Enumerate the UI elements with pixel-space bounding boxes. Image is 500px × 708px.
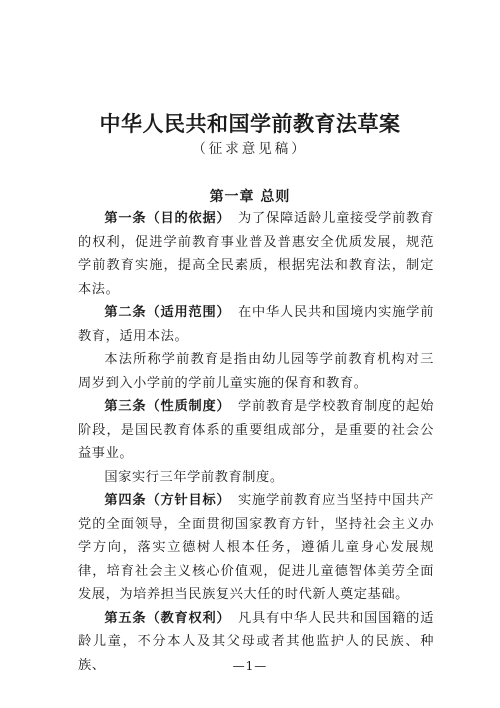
page-number: —1— [232, 659, 268, 673]
chapter-heading: 第一章 总则 [209, 189, 291, 205]
article-heading: 第四条（方针目标） [104, 493, 224, 508]
article-paragraph [78, 489, 434, 607]
document-subtitle: （征求意见稿） [192, 141, 308, 157]
article-heading: 第一条（目的依据） [104, 211, 224, 226]
article-text: 凡具有中华人民共和国国籍的适龄儿童，不分本人及其父母或者其他监护人的民族、种族、 [78, 610, 434, 673]
article-text: 本法所称学前教育是指由幼儿园等学前教育机构对三周岁到入小学前的学前儿童实施的保育和教育。 [78, 352, 434, 391]
article-paragraph [78, 301, 434, 348]
article-text: 为了保障适龄儿童接受学前教育的权利，促进学前教育事业普及普惠安全优质发展，规范学前教育实施，提高全民素质，根据宪法和教育法，制定本法。 [78, 211, 434, 297]
article-paragraph [78, 348, 434, 395]
article-heading: 第三条（性质制度） [104, 399, 224, 414]
document-body [78, 207, 434, 677]
article-text: 学前教育是学校教育制度的起始阶段，是国民教育体系的重要组成部分，是重要的社会公益事业。 [78, 399, 434, 461]
article-text: 实施学前教育应当坚持中国共产党的全面领导，全面贯彻国家教育方针，坚持社会主义办学方向，落实立德树人根本任务，遵循儿童身心发展规律，培育社会主义核心价值观，促进儿童德智体美劳全面发展，为培养担当民族复兴大任的时代新人奠定基础。 [78, 493, 434, 602]
article-paragraph [78, 207, 434, 301]
article-heading: 第五条（教育权利） [104, 610, 224, 626]
article-text: 国家实行三年学前教育制度。 [104, 469, 284, 485]
article-heading: 第二条（适用范围） [104, 305, 224, 320]
document-title: 中华人民共和国学前教育法草案 [99, 111, 401, 136]
article-paragraph [78, 395, 434, 466]
article-paragraph [78, 466, 434, 490]
article-text: 在中华人民共和国境内实施学前教育，适用本法。 [78, 305, 434, 344]
